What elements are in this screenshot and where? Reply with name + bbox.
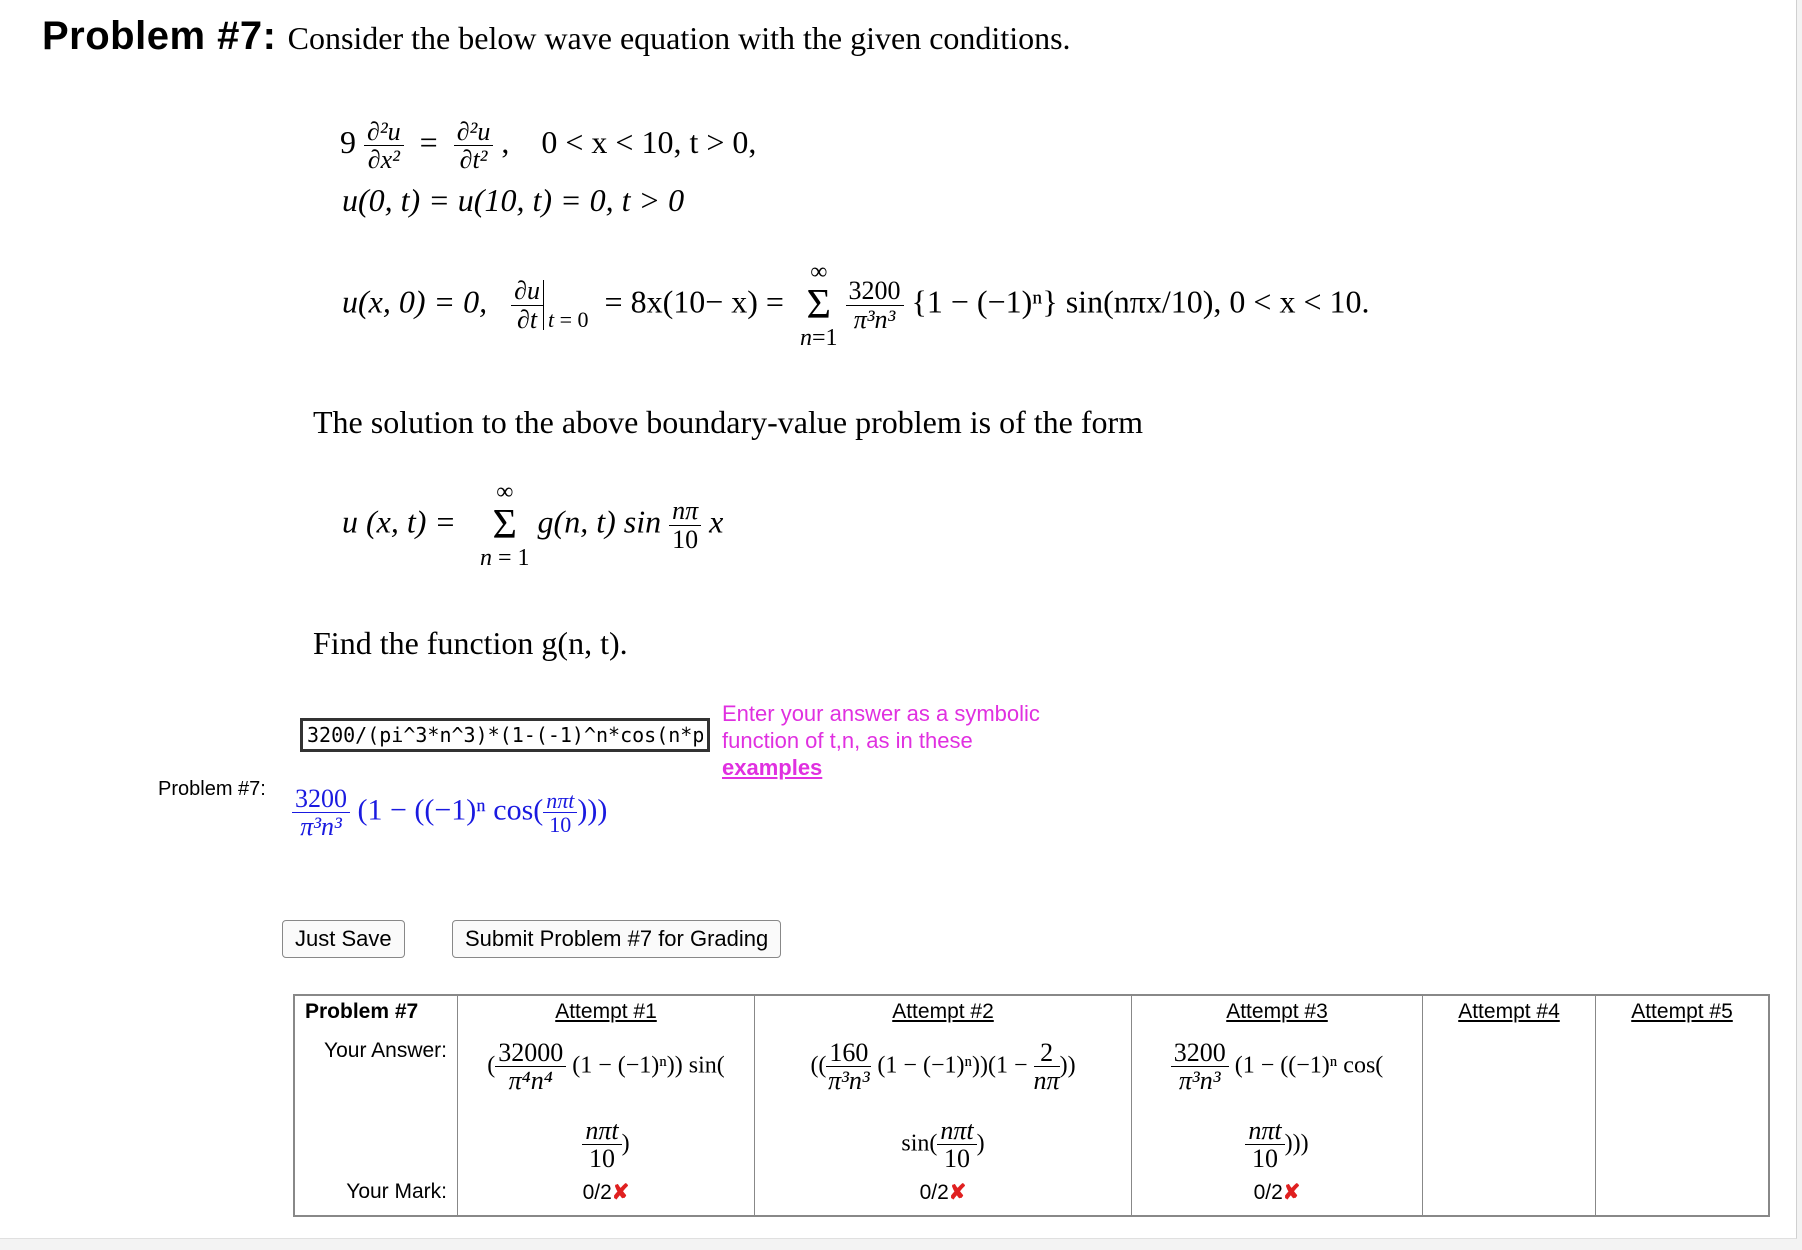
attempt-2-answer: (( $\frac{160}{\text{π³n³}}$ (1 − (−1)ⁿ))(1 − $\frac{2}{n\pi}$ )) sin( $\frac{\text{nπt}}{10}$ ) xyxy=(755,1035,1132,1176)
ic-u: u(x, 0) = 0, xyxy=(342,283,488,320)
wrong-icon: ✘ xyxy=(1282,1181,1301,1205)
find-text: Find the function g(n, t). xyxy=(313,625,628,661)
ic-sum-term: {1 − (−1)ⁿ} sin(nπx/10), 0 < x < 10. xyxy=(911,283,1370,320)
attempt-5-header: Attempt #5 xyxy=(1596,995,1770,1035)
just-save-button[interactable]: Just Save xyxy=(282,920,405,958)
answer-hint: Enter your answer as a symbolic function of t,n, as in these examples xyxy=(722,701,1040,780)
attempt-3-mark: 0/2✘ xyxy=(1132,1176,1423,1216)
solution-lhs: u (x, t) = xyxy=(342,503,456,540)
problem-header xyxy=(42,14,1071,59)
initial-conditions: u(x, 0) = 0, $\frac{\partial u}{\partial t}$ t = 0 = 8x(10− x) = ∞ Σ n=1 $\frac{3200}{\text{π³n³}}$ {1 − (−1)ⁿ} sin(nπx/10), 0 < x < 10. xyxy=(342,259,1370,351)
solution-form-text: The solution to the above boundary-value problem is of the form xyxy=(313,404,1144,440)
your-mark-label: Your Mark: xyxy=(294,1176,458,1216)
attempts-header-label: Problem #7 xyxy=(294,995,458,1035)
solution-equation: u (x, t) = ∞ Σ n = 1 g(n, t) sin $\frac{n\pi}{10}$ x xyxy=(342,479,724,571)
attempt-1-answer: ( $\frac{32000}{\text{π⁴n⁴}}$ (1 − (−1)ⁿ)) sin( $\frac{\text{nπt}}{10}$ ) xyxy=(458,1035,755,1176)
attempt-4-mark xyxy=(1423,1176,1596,1216)
solution-term: g(n, t) sin xyxy=(537,503,662,540)
answer-input[interactable] xyxy=(300,718,710,752)
attempt-3-header: Attempt #3 xyxy=(1132,995,1423,1035)
ic-sum-num: 3200 xyxy=(846,277,904,305)
answer-problem-label: Problem #7: xyxy=(158,778,266,800)
pde-coefficient: 9 xyxy=(340,124,356,161)
attempt-1-header: Attempt #1 xyxy=(458,995,755,1035)
attempt-2-header: Attempt #2 xyxy=(755,995,1132,1035)
wrong-icon: ✘ xyxy=(948,1181,967,1205)
attempt-1-mark: 0/2✘ xyxy=(458,1176,755,1216)
attempt-5-mark xyxy=(1596,1176,1770,1216)
attempt-3-answer: $\frac{3200}{\text{π³n³}}$ (1 − ((−1)ⁿ cos( $\frac{\text{nπt}}{10}$ ))) xyxy=(1132,1035,1423,1176)
pde-domain: 0 < x < 10, t > 0, xyxy=(541,124,757,161)
answer-preview: $\frac{3200}{\text{π³n³}}$ (1 − ((−1)ⁿ cos( $\frac{\text{nπt}}{10}$ ))) xyxy=(292,785,607,841)
attempt-4-header: Attempt #4 xyxy=(1423,995,1596,1035)
boundary-conditions: u(0, t) = u(10, t) = 0, t > 0 xyxy=(342,182,685,218)
examples-link[interactable]: examples xyxy=(722,755,823,780)
ic-ut-rhs: = 8x(10− x) = xyxy=(604,283,784,320)
your-answer-label: Your Answer: xyxy=(294,1035,458,1176)
problem-title: Problem #7: xyxy=(42,14,277,58)
submit-button[interactable]: Submit Problem #7 for Grading xyxy=(452,920,781,958)
attempt-2-mark: 0/2✘ xyxy=(755,1176,1132,1216)
attempt-4-answer xyxy=(1423,1035,1596,1176)
pde-equation: 9 $\frac{\text{∂²u}}{\text{∂x²}}$ = $\frac{\text{∂²u}}{\text{∂t²}}$ , 0 < x < 10, t > 0, xyxy=(340,117,757,175)
attempts-table xyxy=(293,994,1770,1217)
wrong-icon: ✘ xyxy=(611,1181,630,1205)
problem-intro: Consider the below wave equation with the given conditions. xyxy=(287,20,1071,56)
attempt-5-answer xyxy=(1596,1035,1770,1176)
